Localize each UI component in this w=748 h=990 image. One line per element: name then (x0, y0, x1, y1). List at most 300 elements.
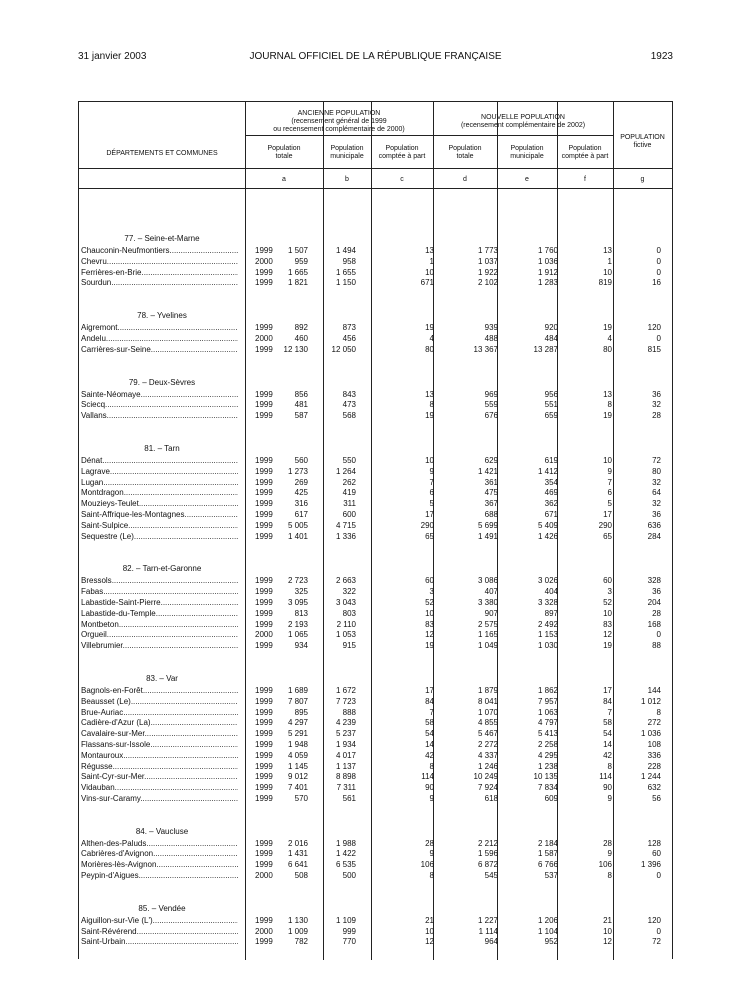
commune-name-text: Saint-Urbain (81, 937, 126, 947)
commune-name-text: Bagnols-en-Forêt (81, 685, 143, 695)
pop-municipale-new: 1 760 (537, 246, 558, 255)
pop-part-old: 5 (429, 499, 434, 509)
pop-totale-old: 316 (294, 499, 308, 509)
department-heading (79, 542, 672, 576)
pop-fictive: 228 (647, 761, 661, 771)
pop-totale-old: 856 (294, 389, 308, 399)
census-year: 1999 (255, 718, 273, 728)
census-year: 1999 (255, 477, 273, 487)
census-year: 1999 (255, 937, 273, 947)
pop-totale-new: 907 (484, 608, 498, 618)
pop-totale-new: 1 879 (477, 685, 498, 695)
pop-municipale-new: 1 153 (537, 630, 558, 640)
header-pop-totale-new: Population totale (448, 145, 482, 160)
department-title: 83. – Var (146, 673, 178, 683)
pop-municipale-old: 5 237 (335, 729, 356, 739)
commune-name-text: Labastide-du-Temple (81, 608, 156, 618)
col-letter-g: g (640, 176, 645, 183)
commune-name-text: Cadière-d'Azur (La) (81, 718, 151, 728)
commune-name (81, 576, 238, 587)
commune-name (81, 839, 238, 850)
pop-part-new: 19 (603, 411, 612, 421)
pop-part-new: 7 (607, 477, 612, 487)
table-row (79, 729, 672, 740)
pop-municipale-new: 1 104 (537, 926, 558, 936)
census-year: 1999 (255, 783, 273, 793)
pop-fictive: 632 (647, 783, 661, 793)
pop-part-new: 8 (607, 761, 612, 771)
pop-totale-old: 570 (294, 793, 308, 803)
header-population-fictive (613, 134, 672, 150)
commune-name (81, 268, 238, 279)
department-title: 78. – Yvelines (137, 311, 187, 321)
pop-part-new: 290 (598, 520, 612, 530)
pop-totale-old: 1 431 (287, 849, 308, 859)
pop-totale-new: 1 165 (477, 630, 498, 640)
pop-totale-old: 325 (294, 587, 308, 597)
pop-totale-old: 7 401 (287, 783, 308, 793)
pop-municipale-new: 6 766 (537, 860, 558, 870)
pop-fictive: 72 (652, 455, 661, 465)
pop-municipale-old: 4 239 (335, 718, 356, 728)
pop-municipale-new: 484 (544, 333, 558, 343)
pop-totale-old: 1 145 (287, 761, 308, 771)
pop-part-old: 9 (429, 466, 434, 476)
commune-name (81, 499, 238, 510)
pop-part-new: 1 (607, 256, 612, 266)
commune-name (81, 762, 238, 773)
pop-totale-old: 892 (294, 323, 308, 333)
pop-part-old: 671 (420, 278, 434, 288)
pop-municipale-old: 1 672 (335, 685, 356, 695)
pop-municipale-old: 262 (342, 477, 356, 487)
pop-municipale-new: 2 258 (537, 739, 558, 749)
pop-municipale-new: 3 328 (537, 597, 558, 607)
department-heading (79, 805, 672, 839)
pop-part-new: 13 (603, 389, 612, 399)
commune-name-text: Saint-Cyr-sur-Mer (81, 772, 145, 782)
pop-part-new: 84 (603, 696, 612, 706)
pop-part-new: 83 (603, 619, 612, 629)
pop-part-new: 17 (603, 509, 612, 519)
commune-name-text: Mouzieys-Teulet (81, 499, 139, 509)
pop-part-old: 13 (425, 389, 434, 399)
census-year: 1999 (255, 707, 273, 717)
pop-part-new: 90 (603, 783, 612, 793)
pop-part-new: 65 (603, 531, 612, 541)
table-row (79, 751, 672, 762)
table-row (79, 257, 672, 268)
table-row (79, 456, 672, 467)
pop-part-new: 17 (603, 685, 612, 695)
table-row (79, 794, 672, 805)
census-year: 1999 (255, 761, 273, 771)
commune-name (81, 334, 238, 345)
table-row (79, 641, 672, 652)
department-title: 79. – Deux-Sèvres (128, 377, 196, 387)
table-row (79, 772, 672, 783)
pop-fictive: 36 (652, 389, 661, 399)
pop-totale-new: 3 086 (477, 576, 498, 586)
pop-totale-old: 813 (294, 608, 308, 618)
pop-part-new: 60 (603, 576, 612, 586)
table-row (79, 937, 672, 948)
pop-municipale-old: 600 (342, 509, 356, 519)
census-year: 1999 (255, 696, 273, 706)
commune-name-text: Flassans-sur-Issole (81, 739, 151, 749)
pop-part-new: 28 (603, 838, 612, 848)
pop-totale-new: 964 (484, 937, 498, 947)
header-page-number: 1923 (650, 51, 673, 62)
commune-name-text: Orgueil (81, 630, 107, 640)
commune-name (81, 323, 238, 334)
pop-totale-old: 1 401 (287, 531, 308, 541)
pop-part-new: 10 (603, 926, 612, 936)
pop-totale-old: 2 193 (287, 619, 308, 629)
header-fictive-line1: POPULATION (620, 134, 665, 141)
table-row (79, 718, 672, 729)
department-title: 85. – Vendée (138, 903, 186, 913)
col-letter-c: c (400, 176, 404, 183)
pop-municipale-old: 1 264 (335, 466, 356, 476)
pop-part-new: 80 (603, 344, 612, 354)
col-letter-d: d (463, 176, 467, 183)
table-row (79, 620, 672, 631)
commune-name-text: Montdragon (81, 488, 124, 498)
pop-fictive: 60 (652, 849, 661, 859)
table-row (79, 849, 672, 860)
pop-totale-new: 367 (484, 499, 498, 509)
commune-name-text: Dénat (81, 455, 103, 465)
commune-name (81, 916, 238, 927)
pop-totale-new: 1 037 (477, 256, 498, 266)
table-row (79, 390, 672, 401)
pop-part-new: 52 (603, 597, 612, 607)
table-row (79, 860, 672, 871)
header-nouvelle-line1: NOUVELLE POPULATION (481, 114, 565, 121)
pop-totale-old: 1 689 (287, 685, 308, 695)
pop-municipale-new: 7 834 (537, 783, 558, 793)
pop-municipale-new: 404 (544, 587, 558, 597)
pop-municipale-old: 7 723 (335, 696, 356, 706)
pop-part-new: 13 (603, 246, 612, 255)
pop-fictive: 32 (652, 499, 661, 509)
pop-totale-old: 560 (294, 455, 308, 465)
pop-part-new: 10 (603, 455, 612, 465)
pop-part-old: 13 (425, 246, 434, 255)
census-year: 1999 (255, 323, 273, 333)
pop-part-old: 9 (429, 849, 434, 859)
census-year: 1999 (255, 729, 273, 739)
pop-fictive: 0 (656, 926, 661, 936)
pop-part-new: 12 (603, 937, 612, 947)
commune-name-text: Cavalaire-sur-Mer (81, 729, 145, 739)
pop-municipale-old: 322 (342, 587, 356, 597)
pop-fictive: 32 (652, 400, 661, 410)
pop-municipale-new: 1 426 (537, 531, 558, 541)
pop-totale-new: 1 491 (477, 531, 498, 541)
pop-municipale-new: 469 (544, 488, 558, 498)
pop-totale-old: 1 065 (287, 630, 308, 640)
commune-name (81, 718, 238, 729)
pop-part-old: 8 (429, 400, 434, 410)
pop-fictive: 16 (652, 278, 661, 288)
pop-municipale-new: 1 412 (537, 466, 558, 476)
pop-totale-old: 269 (294, 477, 308, 487)
pop-part-old: 80 (425, 344, 434, 354)
table-row (79, 630, 672, 641)
pop-municipale-old: 8 898 (335, 772, 356, 782)
census-year: 1999 (255, 739, 273, 749)
commune-name-text: Ferrières-en-Brie (81, 267, 142, 277)
commune-name-text: Chauconin-Neufmontiers (81, 246, 170, 255)
pop-totale-new: 969 (484, 389, 498, 399)
pop-part-old: 10 (425, 267, 434, 277)
pop-fictive: 1 036 (640, 729, 661, 739)
pop-totale-new: 361 (484, 477, 498, 487)
pop-totale-old: 895 (294, 707, 308, 717)
census-year: 1999 (255, 860, 273, 870)
commune-name (81, 411, 238, 422)
pop-municipale-new: 2 492 (537, 619, 558, 629)
pop-municipale-new: 5 413 (537, 729, 558, 739)
pop-part-old: 12 (425, 630, 434, 640)
pop-part-old: 1 (429, 256, 434, 266)
table-row (79, 740, 672, 751)
pop-totale-new: 2 102 (477, 278, 498, 288)
pop-totale-old: 587 (294, 411, 308, 421)
pop-totale-new: 1 596 (477, 849, 498, 859)
pop-fictive: 120 (647, 323, 661, 333)
census-year: 1999 (255, 466, 273, 476)
commune-name-text: Aigremont (81, 323, 118, 333)
commune-name-text: Vidauban (81, 783, 115, 793)
pop-municipale-old: 958 (342, 256, 356, 266)
pop-part-new: 8 (607, 400, 612, 410)
pop-fictive: 328 (647, 576, 661, 586)
pop-totale-new: 676 (484, 411, 498, 421)
pop-totale-new: 629 (484, 455, 498, 465)
commune-name (81, 794, 238, 805)
commune-name (81, 400, 238, 411)
pop-fictive: 56 (652, 793, 661, 803)
table-row (79, 532, 672, 543)
pop-municipale-old: 1 655 (335, 267, 356, 277)
census-year: 1999 (255, 619, 273, 629)
census-year: 1999 (255, 576, 273, 586)
pop-totale-new: 1 246 (477, 761, 498, 771)
commune-name (81, 467, 238, 478)
pop-municipale-new: 1 238 (537, 761, 558, 771)
pop-totale-new: 4 337 (477, 750, 498, 760)
pop-totale-new: 1 421 (477, 466, 498, 476)
pop-municipale-new: 609 (544, 793, 558, 803)
pop-municipale-new: 4 797 (537, 718, 558, 728)
pop-fictive: 336 (647, 750, 661, 760)
table-row (79, 488, 672, 499)
pop-municipale-new: 1 283 (537, 278, 558, 288)
pop-municipale-old: 2 110 (336, 619, 356, 629)
pop-municipale-old: 873 (342, 323, 356, 333)
census-year: 1999 (255, 520, 273, 530)
pop-municipale-old: 1 988 (335, 838, 356, 848)
table-row (79, 268, 672, 279)
pop-part-old: 12 (425, 937, 434, 947)
pop-part-old: 10 (425, 608, 434, 618)
page-header (78, 51, 673, 65)
census-year: 1999 (255, 278, 273, 288)
commune-name-text: Vins-sur-Caramy (81, 793, 141, 803)
header-rule (245, 135, 613, 136)
commune-name-text: Peypin-d'Aigues (81, 871, 139, 881)
commune-name-text: Labastide-Saint-Pierre (81, 597, 161, 607)
pop-fictive: 272 (647, 718, 661, 728)
pop-part-old: 58 (425, 718, 434, 728)
header-ancienne-line2: (recensement général de 1999 (291, 118, 387, 125)
pop-totale-new: 5 699 (477, 520, 498, 530)
commune-name-text: Régusse (81, 761, 113, 771)
pop-part-old: 10 (425, 455, 434, 465)
commune-name-text: Chevru (81, 256, 107, 266)
pop-totale-old: 9 012 (287, 772, 308, 782)
pop-totale-old: 617 (294, 509, 308, 519)
pop-municipale-old: 1 137 (335, 761, 356, 771)
pop-totale-old: 12 130 (283, 344, 308, 354)
commune-name (81, 510, 238, 521)
pop-part-old: 290 (420, 520, 434, 530)
pop-municipale-old: 550 (342, 455, 356, 465)
pop-totale-new: 6 872 (477, 860, 498, 870)
header-fictive-line2: fictive (633, 142, 652, 149)
pop-part-new: 58 (603, 718, 612, 728)
pop-fictive: 1 012 (640, 696, 661, 706)
table-row (79, 697, 672, 708)
pop-totale-old: 1 665 (287, 267, 308, 277)
pop-municipale-old: 1 422 (335, 849, 356, 859)
pop-totale-new: 559 (484, 400, 498, 410)
pop-municipale-new: 1 587 (537, 849, 558, 859)
census-year: 1999 (255, 772, 273, 782)
pop-fictive: 0 (656, 333, 661, 343)
pop-totale-old: 5 005 (287, 520, 308, 530)
pop-municipale-new: 1 862 (537, 685, 558, 695)
pop-municipale-old: 311 (343, 499, 356, 509)
census-year: 1999 (255, 411, 273, 421)
department-title: 84. – Vaucluse (135, 826, 189, 836)
pop-part-new: 9 (607, 793, 612, 803)
commune-name (81, 697, 238, 708)
pop-municipale-old: 2 663 (335, 576, 356, 586)
commune-name (81, 620, 238, 631)
pop-totale-old: 460 (294, 333, 308, 343)
census-year: 1999 (255, 389, 273, 399)
pop-totale-new: 545 (484, 871, 498, 881)
pop-municipale-old: 473 (342, 400, 356, 410)
pop-municipale-new: 354 (544, 477, 558, 487)
commune-name-text: Montauroux (81, 750, 124, 760)
pop-part-old: 114 (421, 772, 434, 782)
table-row (79, 916, 672, 927)
pop-municipale-old: 419 (342, 488, 356, 498)
commune-name-text: Carrières-sur-Seine (81, 344, 151, 354)
census-year: 1999 (255, 509, 273, 519)
commune-name (81, 478, 238, 489)
pop-part-new: 21 (603, 915, 612, 925)
table-row (79, 762, 672, 773)
pop-municipale-old: 1 934 (335, 739, 356, 749)
commune-name-text: Vallans (81, 411, 107, 421)
pop-municipale-old: 568 (342, 411, 356, 421)
commune-name-text: Sciecq (81, 400, 106, 410)
commune-name (81, 345, 238, 356)
pop-part-old: 28 (425, 838, 434, 848)
pop-totale-new: 13 367 (473, 344, 498, 354)
commune-name-text: Aiguillon-sur-Vie (L') (81, 915, 153, 925)
pop-part-old: 90 (425, 783, 434, 793)
pop-part-new: 3 (607, 587, 612, 597)
commune-name-text: Althen-des-Paluds (81, 838, 147, 848)
pop-totale-new: 1 070 (477, 707, 498, 717)
pop-totale-new: 1 773 (477, 246, 498, 255)
pop-totale-old: 508 (294, 871, 308, 881)
commune-name-text: Sequestre (Le) (81, 531, 134, 541)
pop-totale-old: 2 723 (287, 576, 308, 586)
table-row (79, 598, 672, 609)
department-title: 77. – Seine-et-Marne (124, 234, 200, 243)
pop-part-old: 106 (420, 860, 434, 870)
census-year: 1999 (255, 267, 273, 277)
pop-totale-new: 3 380 (477, 597, 498, 607)
table-row (79, 871, 672, 882)
header-rule (79, 168, 672, 169)
pop-totale-old: 4 059 (287, 750, 308, 760)
pop-municipale-old: 1 494 (335, 246, 356, 255)
pop-municipale-old: 500 (342, 871, 356, 881)
table-row (79, 576, 672, 587)
pop-fictive: 0 (656, 256, 661, 266)
pop-totale-old: 7 807 (287, 696, 308, 706)
pop-part-old: 8 (429, 871, 434, 881)
pop-municipale-new: 659 (544, 411, 558, 421)
commune-name-text: Bressols (81, 576, 112, 586)
pop-part-old: 9 (429, 793, 434, 803)
census-year: 1999 (255, 849, 273, 859)
pop-municipale-old: 770 (342, 937, 356, 947)
pop-municipale-new: 7 957 (537, 696, 558, 706)
header-nouvelle-line2: (recensement complémentaire de 2002) (460, 122, 586, 129)
pop-part-new: 54 (603, 729, 612, 739)
pop-totale-old: 2 016 (287, 838, 308, 848)
pop-totale-new: 1 227 (477, 915, 498, 925)
census-year: 1999 (255, 531, 273, 541)
table-row (79, 927, 672, 938)
table-row (79, 411, 672, 422)
pop-part-old: 84 (425, 696, 434, 706)
census-year: 1999 (255, 344, 273, 354)
pop-fictive: 0 (656, 871, 661, 881)
pop-municipale-new: 1 030 (537, 641, 558, 651)
pop-municipale-new: 897 (544, 608, 558, 618)
pop-municipale-old: 561 (342, 793, 356, 803)
commune-name-text: Lugan (81, 477, 104, 487)
census-year: 1999 (255, 750, 273, 760)
header-ancienne-line1: ANCIENNE POPULATION (297, 110, 381, 117)
pop-fictive: 128 (647, 838, 661, 848)
pop-part-new: 19 (603, 323, 612, 333)
commune-name (81, 708, 238, 719)
table-row (79, 686, 672, 697)
pop-municipale-old: 1 336 (335, 531, 356, 541)
